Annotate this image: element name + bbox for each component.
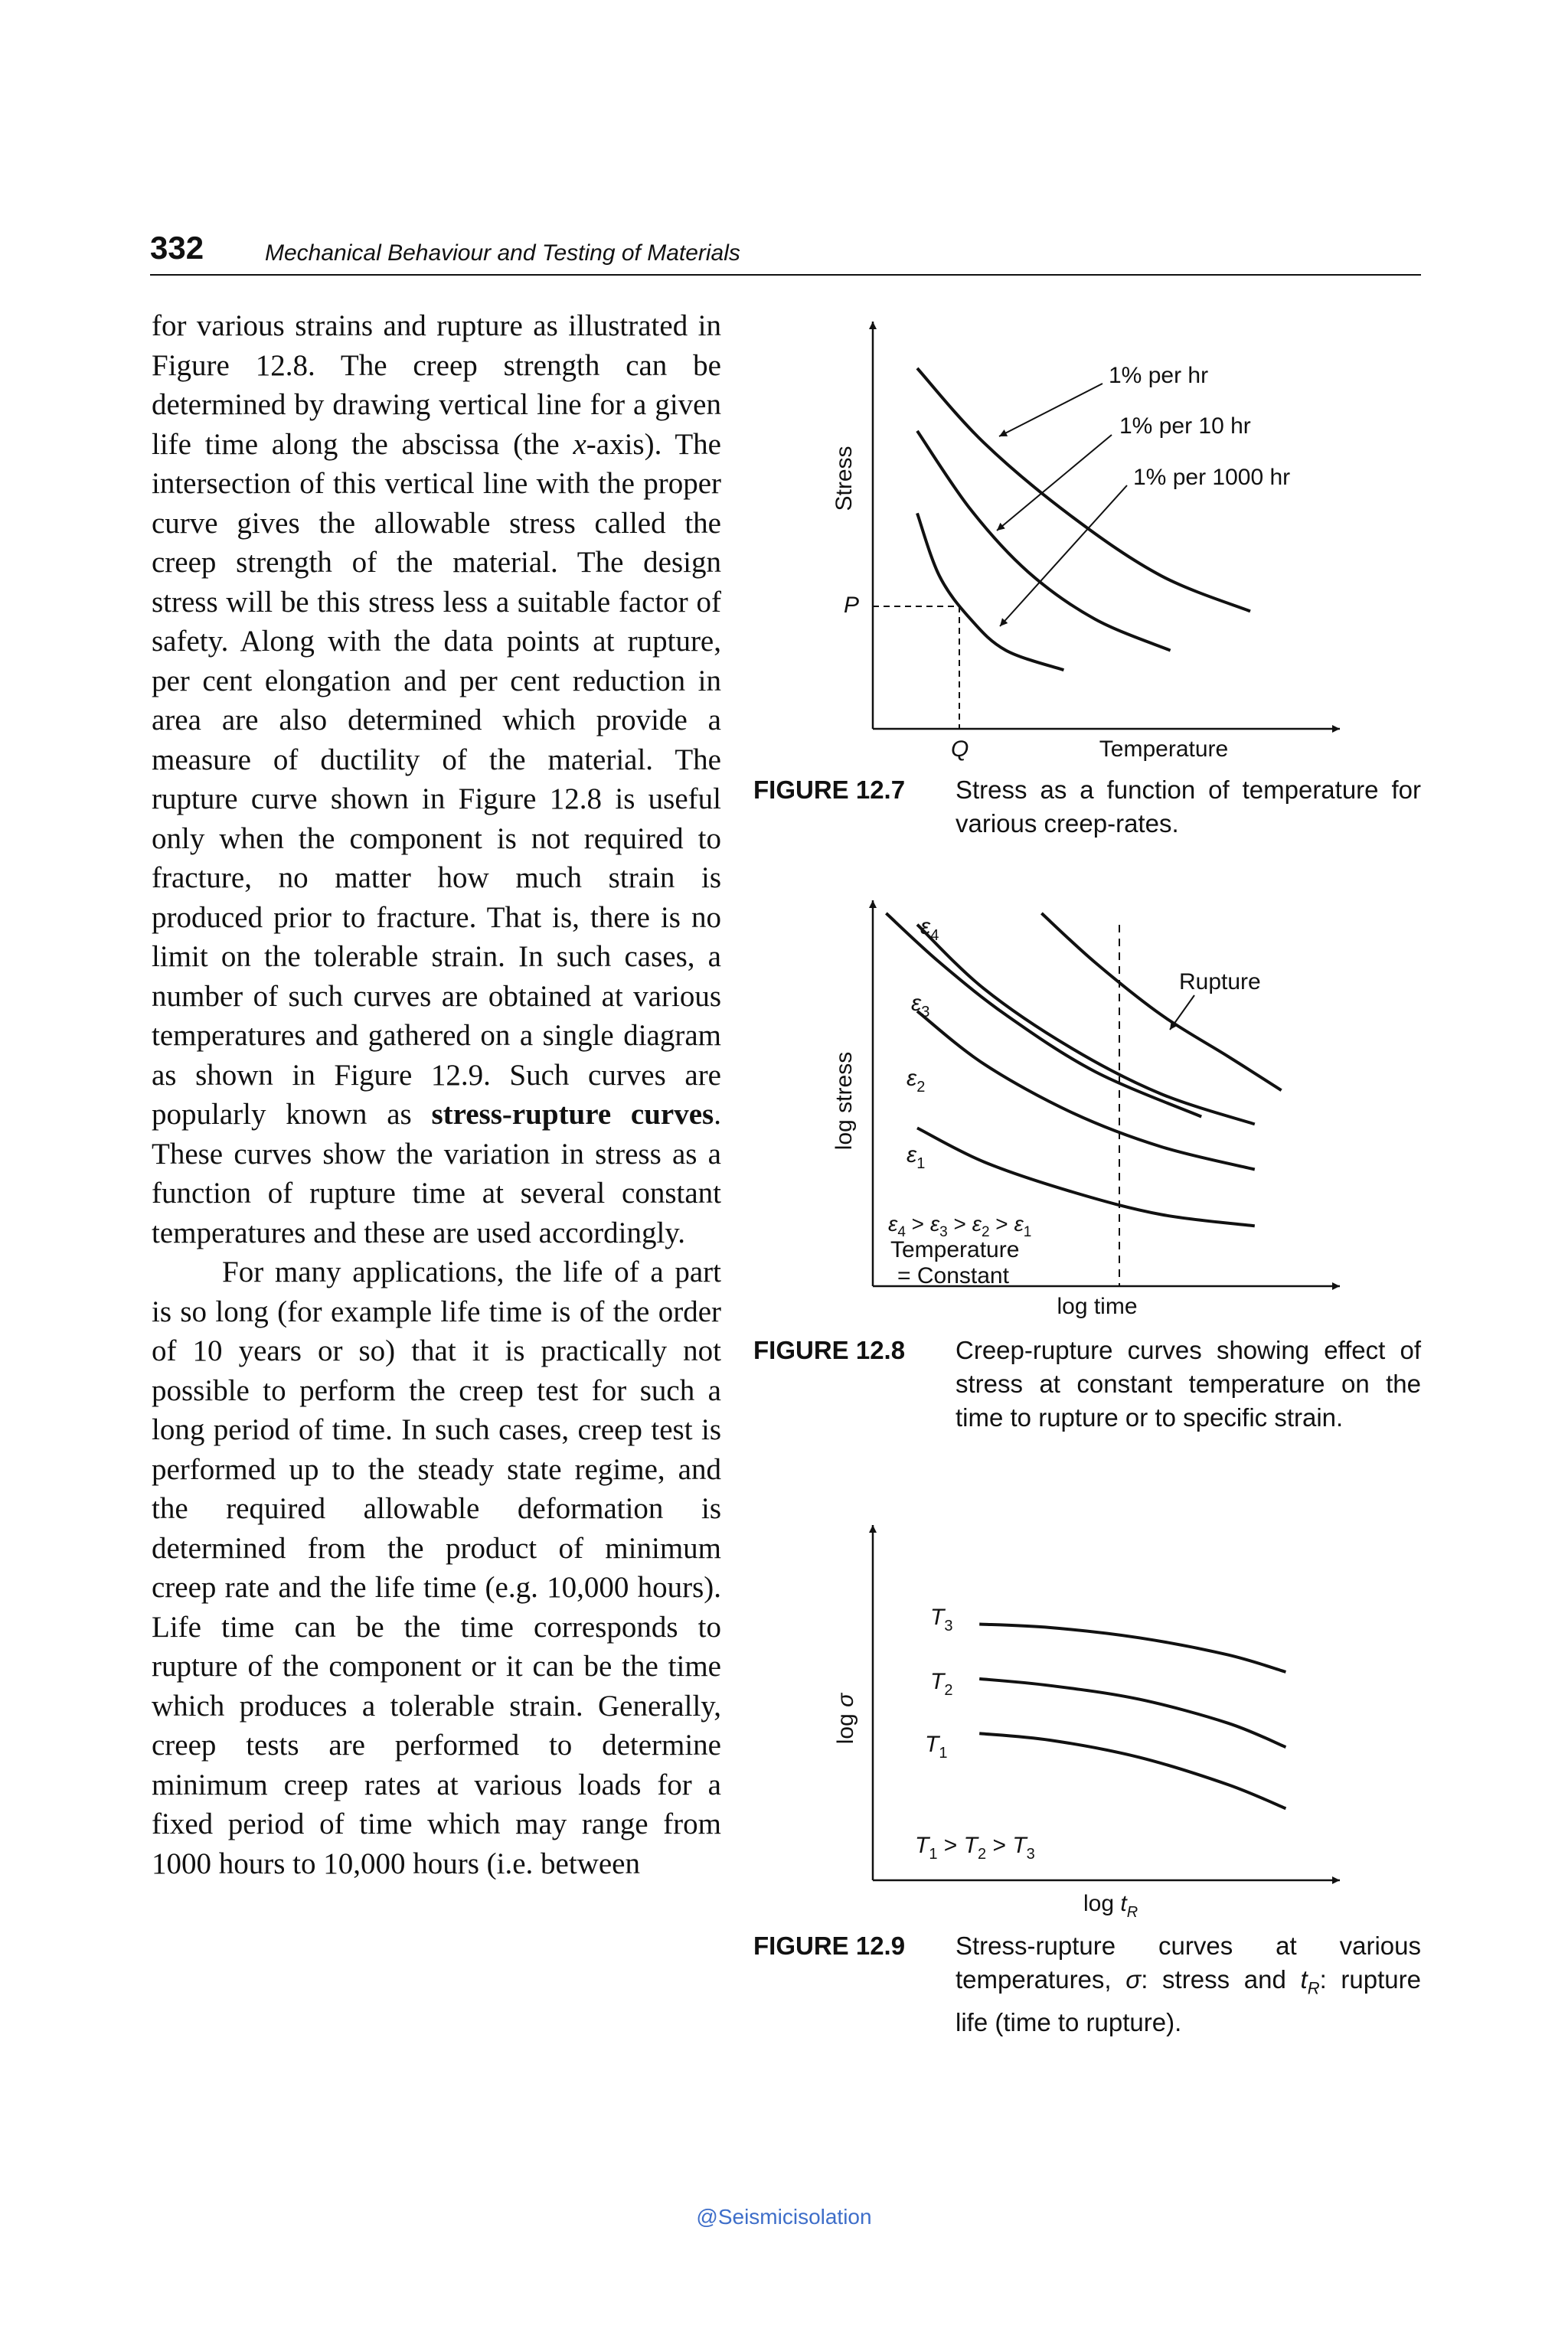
- figure-12-8: [812, 879, 1348, 1338]
- x-axis-label: log time: [1057, 1294, 1138, 1319]
- leader-1pct-per-10hr: [997, 435, 1112, 531]
- q-label: Q: [951, 736, 969, 762]
- x-axis-label: $\log t_R$: [1083, 1891, 1138, 1921]
- running-title: Mechanical Behaviour and Testing of Materials: [265, 240, 740, 266]
- curve-t1: [979, 1733, 1285, 1808]
- label-epsilon-3: $\varepsilon_3$: [911, 991, 930, 1021]
- curve-1pct-per-1000hr: [917, 513, 1063, 670]
- leader-1pct-per-hr: [999, 384, 1102, 436]
- y-axis-label: Stress: [831, 446, 857, 511]
- p-label: P: [844, 593, 860, 618]
- x-variable: x: [573, 427, 586, 461]
- rupture-leader: [1170, 995, 1194, 1030]
- label-1pct-per-10hr: 1% per 10 hr: [1119, 413, 1251, 439]
- figure-12-7: [812, 306, 1348, 766]
- bold-term: stress-rupture curves: [431, 1098, 714, 1131]
- figure-12-9: [812, 1508, 1348, 1937]
- caption-text: Stress-rupture curves at various temperatures, σ: stress and $t_R$: rupture life (time to rupture).: [956, 1932, 1421, 2036]
- label-t3: $T_3$: [930, 1605, 953, 1634]
- temperature-note: Temperature: [890, 1237, 1020, 1262]
- figure-label: FIGURE 12.7: [753, 776, 906, 804]
- y-axis-label: log stress: [831, 1051, 857, 1151]
- figure-12-9-plot: [812, 1508, 1348, 1937]
- rupture-label: Rupture: [1179, 969, 1261, 994]
- leader-1pct-per-1000hr: [1000, 485, 1127, 626]
- paragraph-2: For many applications, the life of a part is so long (for example life time is of the order of 10 years or so) that it is practically not possible to perform the creep test for such a long period of time. In such cases, creep test is performed up to the steady state regime, and the required allowable deformation is determined from the product of minimum creep rate and the life time (e.g. 10,000 hours). Life time can be the time corresponds to rupture of the component or it can be the time which produces a tolerable strain. Generally, creep tests are performed to determine minimum creep rates at various loads for a fixed period of time which may range from 1000 hours to 10,000 hours (i.e. between: [152, 1256, 721, 1880]
- constant-note: = Constant: [897, 1263, 1009, 1288]
- body-text-column: [152, 306, 721, 1883]
- y-axis-label: log σ: [833, 1693, 858, 1745]
- figure-12-7-plot: [812, 306, 1348, 766]
- watermark: @Seismicisolation: [696, 2205, 872, 2229]
- caption-text: Creep-rupture curves showing effect of stress at constant temperature on the time to rupture or to specific strain.: [956, 1336, 1421, 1432]
- curve-epsilon-2: [917, 1011, 1255, 1170]
- curve-1pct-per-10hr: [917, 431, 1171, 651]
- curve-t3: [979, 1625, 1285, 1672]
- temperature-ordering: $T_1 > T_2 > T_3$: [915, 1833, 1035, 1863]
- paragraph-1: for various strains and rupture as illustrated in Figure 12.8. The creep strength can be determined by drawing vertical line for a given life time along the abscissa (the x-axis). The intersection of this vertical line with the proper curve gives the allowable stress called the creep strength of the material. The design stress will be this stress less a suitable factor of safety. Along with the data points at rupture, per cent elongation and per cent reduction in area are also determined which provide a measure of ductility of the material. The rupture curve shown in Figure 12.8 is useful only when the component is not required to fracture, no matter how much strain is produced prior to fracture. That is, there is no limit on the tolerable strain. In such cases, a number of such curves are obtained at various temperatures and gathered on a single diagram as shown in Figure 12.9. Such curves are popularly known as stress-rupture curves. These curves show the variation in stress as a function of rupture time at several constant temperatures and these are used accordingly.: [152, 309, 721, 1249]
- label-1pct-per-hr: 1% per hr: [1109, 363, 1209, 388]
- label-t1: $T_1$: [925, 1732, 948, 1762]
- caption-text: Stress as a function of temperature for various creep-rates.: [956, 776, 1421, 838]
- figure-12-8-plot: [812, 879, 1348, 1338]
- label-epsilon-1: $\varepsilon_1$: [906, 1142, 926, 1172]
- figure-label: FIGURE 12.9: [753, 1932, 906, 1960]
- page-number: 332: [150, 230, 204, 266]
- label-epsilon-2: $\varepsilon_2$: [906, 1066, 926, 1096]
- epsilon-ordering: $\varepsilon_4 > \varepsilon_3 > \varepsilon_2 > \varepsilon_1$: [888, 1212, 1032, 1240]
- curve-rupture: [1041, 913, 1281, 1090]
- figure-label: FIGURE 12.8: [753, 1336, 906, 1364]
- label-1pct-per-1000hr: 1% per 1000 hr: [1133, 465, 1291, 490]
- label-t2: $T_2$: [930, 1669, 953, 1699]
- label-epsilon-4: $\varepsilon_4$: [920, 914, 939, 944]
- x-axis-label: Temperature: [1099, 736, 1229, 762]
- page-header: [150, 227, 1421, 276]
